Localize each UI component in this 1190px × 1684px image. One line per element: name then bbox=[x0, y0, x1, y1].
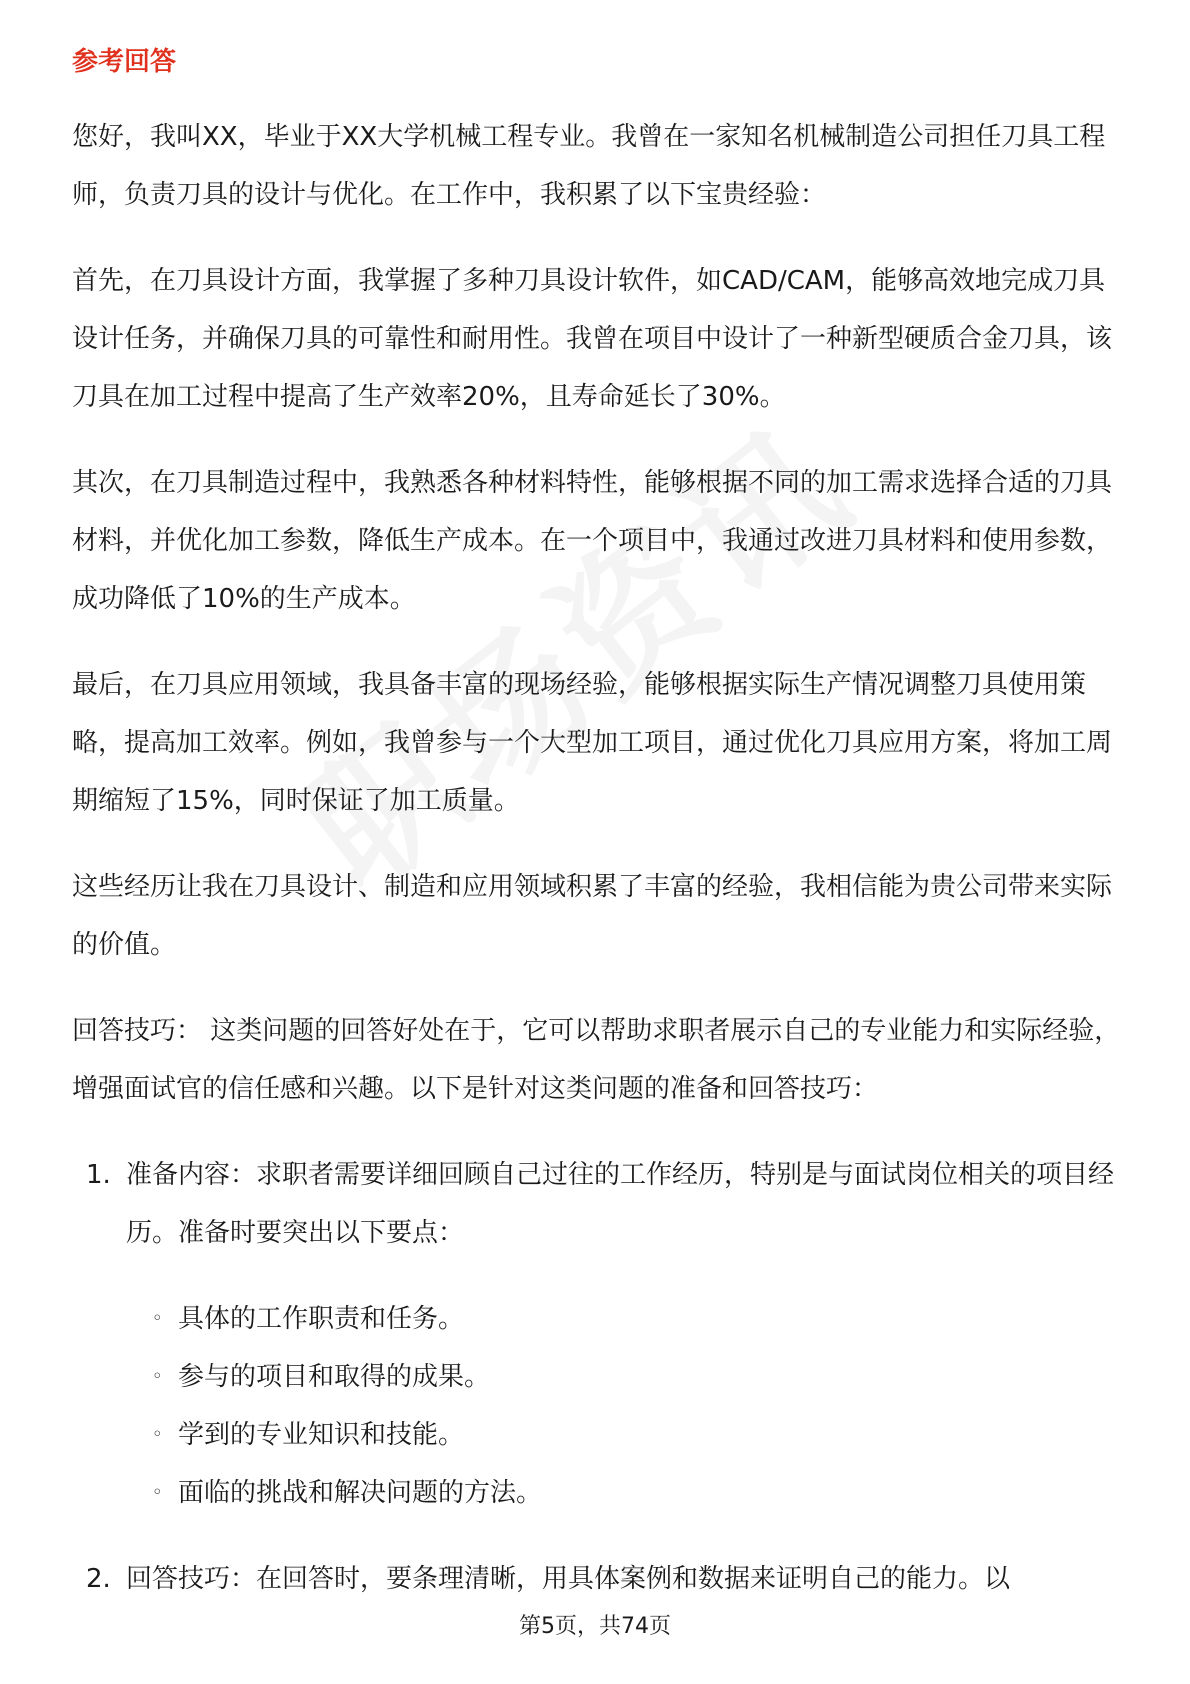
sub-list-item bbox=[126, 1348, 1122, 1406]
tips-intro-paragraph: 回答技巧： 这类问题的回答好处在于，它可以帮助求职者展示自己的专业能力和实际经验，增强面试官的信任感和兴趣。以下是针对这类问题的准备和回答技巧： bbox=[72, 1016, 1121, 1104]
sub-list-item-text: 具体的工作职责和任务。 bbox=[178, 1304, 465, 1334]
list-item bbox=[72, 1550, 1122, 1608]
hollow-bullet-icon: ◦ bbox=[152, 1366, 163, 1387]
sub-list-item-text: 学到的专业知识和技能。 bbox=[178, 1420, 465, 1450]
hollow-bullet-icon: ◦ bbox=[152, 1308, 163, 1329]
closing-paragraph: 这些经历让我在刀具设计、制造和应用领域积累了丰富的经验，我相信能为贵公司带来实际的价值。 bbox=[72, 872, 1113, 960]
list-item-text: 回答技巧：在回答时，要条理清晰，用具体案例和数据来证明自己的能力。以 bbox=[126, 1564, 1011, 1594]
sub-list-item-text: 面临的挑战和解决问题的方法。 bbox=[178, 1478, 543, 1508]
list-item bbox=[72, 1146, 1122, 1522]
list-item-text: 准备内容：求职者需要详细回顾自己过往的工作经历，特别是与面试岗位相关的项目经历。准备时要突出以下要点： bbox=[126, 1160, 1115, 1248]
sub-list bbox=[126, 1290, 1122, 1522]
hollow-bullet-icon: ◦ bbox=[152, 1482, 163, 1503]
intro-paragraph: 您好，我叫XX，毕业于XX大学机械工程专业。我曾在一家知名机械制造公司担任刀具工程师，负责刀具的设计与优化。在工作中，我积累了以下宝贵经验： bbox=[72, 122, 1106, 210]
manufacturing-paragraph: 其次，在刀具制造过程中，我熟悉各种材料特性，能够根据不同的加工需求选择合适的刀具材料，并优化加工参数，降低生产成本。在一个项目中，我通过改进刀具材料和使用参数，成功降低了10%的生产成本。 bbox=[72, 468, 1113, 614]
design-paragraph: 首先，在刀具设计方面，我掌握了多种刀具设计软件，如CAD/CAM，能够高效地完成刀具设计任务，并确保刀具的可靠性和耐用性。我曾在项目中设计了一种新型硬质合金刀具，该刀具在加工过程中提高了生产效率20%，且寿命延长了30%。 bbox=[72, 266, 1113, 412]
document-body bbox=[72, 44, 1122, 1636]
sub-list-item bbox=[126, 1290, 1122, 1348]
list-number: 1. bbox=[86, 1160, 111, 1190]
list-number: 2. bbox=[86, 1564, 111, 1594]
page-footer: 第5页，共74页 bbox=[519, 1614, 671, 1639]
sub-list-item bbox=[126, 1406, 1122, 1464]
sub-list-item bbox=[126, 1464, 1122, 1522]
sub-list-item-text: 参与的项目和取得的成果。 bbox=[178, 1362, 491, 1392]
application-paragraph: 最后，在刀具应用领域，我具备丰富的现场经验，能够根据实际生产情况调整刀具使用策略，提高加工效率。例如，我曾参与一个大型加工项目，通过优化刀具应用方案，将加工周期缩短了15%，同时保证了加工质量。 bbox=[72, 670, 1113, 816]
section-heading: 参考回答 bbox=[72, 47, 177, 77]
tips-list bbox=[72, 1146, 1122, 1608]
hollow-bullet-icon: ◦ bbox=[152, 1424, 163, 1445]
